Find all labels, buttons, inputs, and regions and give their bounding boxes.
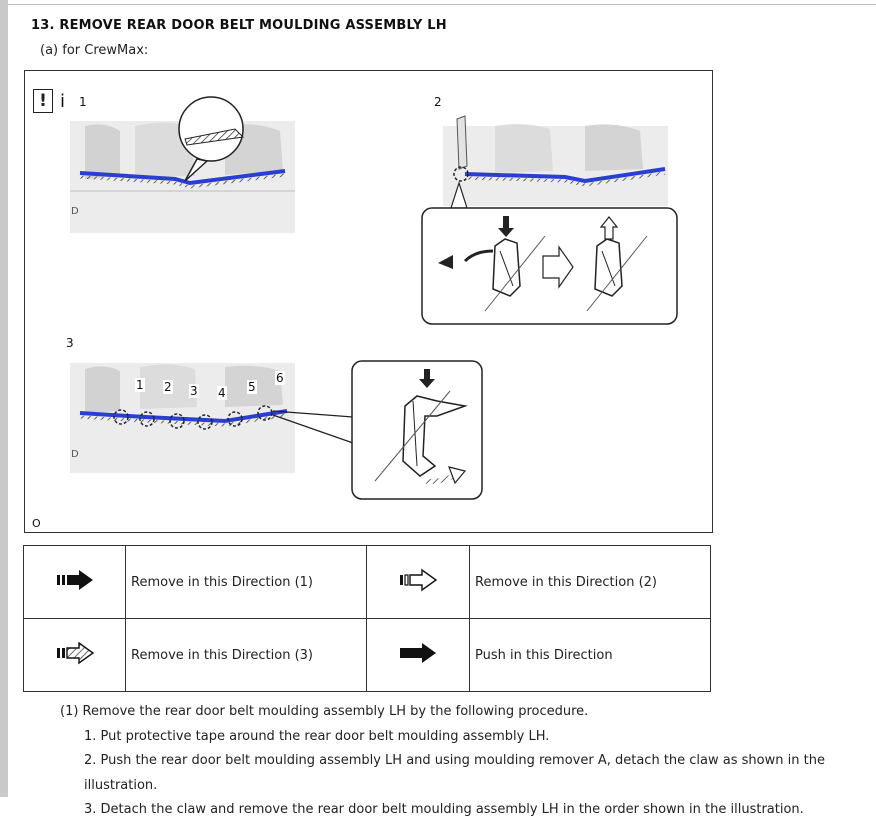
panel-label-3: 3	[66, 336, 74, 350]
procedure-intro: (1) Remove the rear door belt moulding assembly LH by the following procedure.	[60, 704, 589, 719]
clip-order-5: 5	[248, 380, 256, 394]
procedure-step-2: 2. Push the rear door belt moulding assembly LH and using moulding remover A, detach the claw as shown in the illustration.	[84, 753, 825, 793]
push-direction-arrow-icon	[398, 641, 438, 665]
door-mark-bottom: D	[71, 449, 79, 460]
warning-icon: !	[33, 89, 53, 113]
legend-text-push: Push in this Direction	[470, 619, 711, 692]
procedure-steps	[60, 700, 876, 823]
panel-1-door-view	[70, 97, 295, 233]
clip-order-2: 2	[164, 380, 172, 394]
info-icon: i	[60, 91, 66, 112]
procedure-step-1: 1. Put protective tape around the rear door belt moulding assembly LH.	[84, 728, 550, 744]
illustration-drawing	[25, 71, 714, 534]
procedure-step-3: 3. Detach the claw and remove the rear door belt moulding assembly LH in the order shown in the illustration.	[84, 802, 804, 817]
page-top-rule	[8, 4, 876, 5]
legend-icon-cell	[24, 619, 126, 692]
legend-icon-cell	[367, 619, 470, 692]
legend-icon-cell	[367, 546, 470, 619]
illustration-figure	[24, 70, 713, 533]
door-mark-top: D	[71, 206, 79, 217]
clip-order-1: 1	[136, 378, 144, 392]
panel-label-2: 2	[434, 95, 442, 109]
panel-2-door-view	[422, 116, 677, 324]
legend-text-remove-3: Remove in this Direction (3)	[126, 619, 367, 692]
section-heading: 13. REMOVE REAR DOOR BELT MOULDING ASSEMBLY LH	[31, 18, 447, 33]
page-left-bar	[0, 0, 8, 797]
legend-table	[23, 545, 711, 692]
legend-icon-cell	[24, 546, 126, 619]
legend-row	[24, 546, 711, 619]
remove-direction-2-arrow-icon	[398, 568, 438, 592]
legend-row	[24, 619, 711, 692]
clip-order-6: 6	[276, 371, 284, 385]
section-subheading: (a) for CrewMax:	[40, 43, 149, 58]
clip-order-3: 3	[190, 384, 198, 398]
remove-direction-3-arrow-icon	[55, 641, 95, 665]
panel-label-1: 1	[79, 95, 87, 109]
clip-order-4: 4	[218, 386, 226, 400]
corner-mark: O	[32, 517, 41, 530]
legend-text-remove-1: Remove in this Direction (1)	[126, 546, 367, 619]
remove-direction-1-arrow-icon	[55, 568, 95, 592]
legend-text-remove-2: Remove in this Direction (2)	[470, 546, 711, 619]
